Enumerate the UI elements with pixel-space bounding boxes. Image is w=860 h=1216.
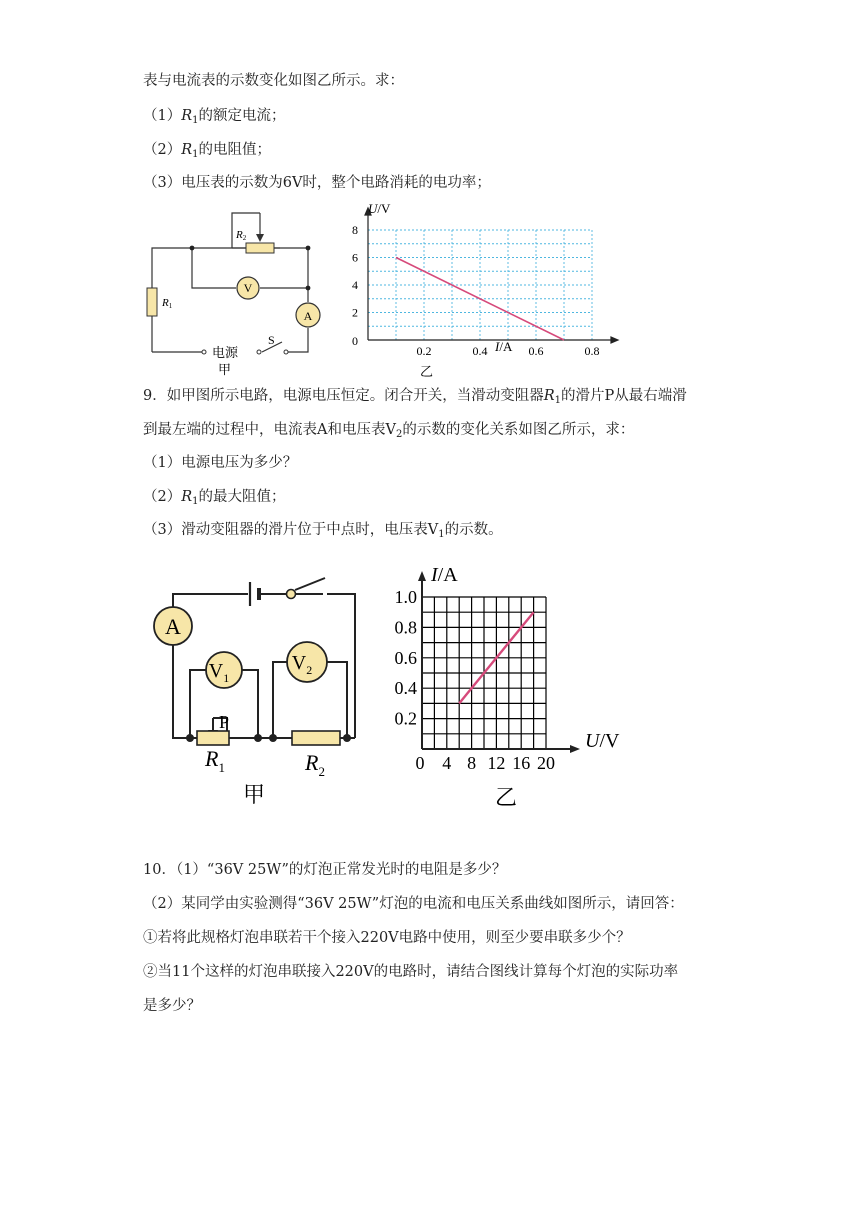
p9-chart-x-tick: 20 [537,753,555,773]
p8-chart-x-tick: 0.6 [528,344,544,358]
p8-ammeter-label: A [303,309,313,323]
p9-chart-xlabel: U/V [585,730,620,752]
p9-chart-y-tick: 0.2 [394,708,417,729]
p8-chart-x-tick: 0.2 [416,344,432,358]
p9-q1: （1）电源电压为多少？ [143,455,298,471]
p8-switch-label: S [268,333,275,347]
p9-circuit-diagram [145,570,375,810]
p8-q1: $(1)R_1$的额定电流； [143,108,286,126]
p10-line1: 10．（1）“36V 25W”的灯泡正常发光时的电阻是多少？ [143,862,507,878]
p8-chart [340,195,600,380]
p8-chart-caption: 乙 [420,364,434,379]
p9-chart-x-tick: 12 [487,753,506,773]
p8-chart-ylabel: U/V [368,201,391,216]
p9-q2: $(2)R_1$的最大阻值； [143,489,286,507]
p8-voltmeter-label: V [243,281,253,295]
p8-q3: （3）电压表的示数为6V时，整个电路消耗的电功率； [143,175,491,191]
p8-r1-label: R1 [162,297,173,310]
p8-chart-xlabel: I/A [495,339,513,354]
p9-slider-label: P [219,712,230,732]
p10-line4: ②当11个这样的灯泡串联接入220V的电路时，请结合图线计算每个灯泡的实际功率 [143,964,679,980]
p9-chart-y-arrow [418,571,426,581]
p9-chart-x-tick: 4 [442,753,452,773]
p9-v1-label: $V_1$ [208,660,230,685]
p9-chart-x-tick: 16 [512,753,531,773]
p9-ammeter-label: A [165,614,181,639]
p9-circuit-caption: 甲 [243,782,266,807]
p8-chart-y-tick: 8 [352,223,358,237]
p8-source-label: 电源 [212,345,239,360]
p8-chart-x-arrow [611,337,618,343]
p8-chart-y-tick: 6 [352,250,358,265]
p8-r2-label: R2 [236,229,247,242]
p9-r2-label: $R_2$ [305,750,325,779]
p8-circuit-caption: 甲 [218,362,232,377]
p8-chart-y-tick: 2 [352,305,358,320]
p9-r1-label: $R_1$ [205,746,225,775]
p9-chart-x-tick: 0 [415,753,425,773]
p9-chart-y-tick: 0.4 [394,678,417,699]
p9-q3: （3）滑动变阻器的滑片位于中点时，电压表$V_1$的示数。 [143,522,503,540]
p8-chart-x-tick: 0.8 [584,344,600,358]
p8-chart-origin: 0 [352,334,358,348]
p9-chart-x-tick: 8 [467,753,477,773]
p9-line2: 到最左端的过程中，电流表A和电压表$V_2$的示数的变化关系如图乙所示，求： [143,422,635,440]
p9-v2-label: $V_2$ [291,652,313,677]
p9-chart-y-tick: 0.6 [394,647,417,668]
p8-circuit-diagram [140,200,340,380]
p8-q2: $(2)R_1$的电阻值； [143,142,272,160]
p9-chart-ylabel: I/A [431,564,458,586]
p9-chart [385,560,645,810]
p10-line5: 是多少？ [143,998,201,1014]
p10-line2: （2）某同学由实验测得“36V 25W”灯泡的电流和电压关系曲线如图所示，请回答： [143,896,684,912]
p8-chart-x-tick: 0.4 [472,344,488,358]
p9-chart-x-arrow [570,745,580,753]
p8-intro: 表与电流表的示数变化如图乙所示。求： [143,73,404,89]
p10-line3: ①若将此规格灯泡串联若干个接入220V电路中使用，则至少要串联多少个？ [143,930,631,946]
p9-chart-y-tick: 0.8 [394,617,417,638]
p9-line1: 9．如甲图所示电路，电源电压恒定。闭合开关，当滑动变阻器$R_1$的滑片P从最右端滑 [143,388,687,406]
p9-chart-y-tick: 1.0 [394,587,417,607]
p9-chart-caption: 乙 [495,785,518,810]
p8-chart-y-tick: 4 [352,278,358,292]
